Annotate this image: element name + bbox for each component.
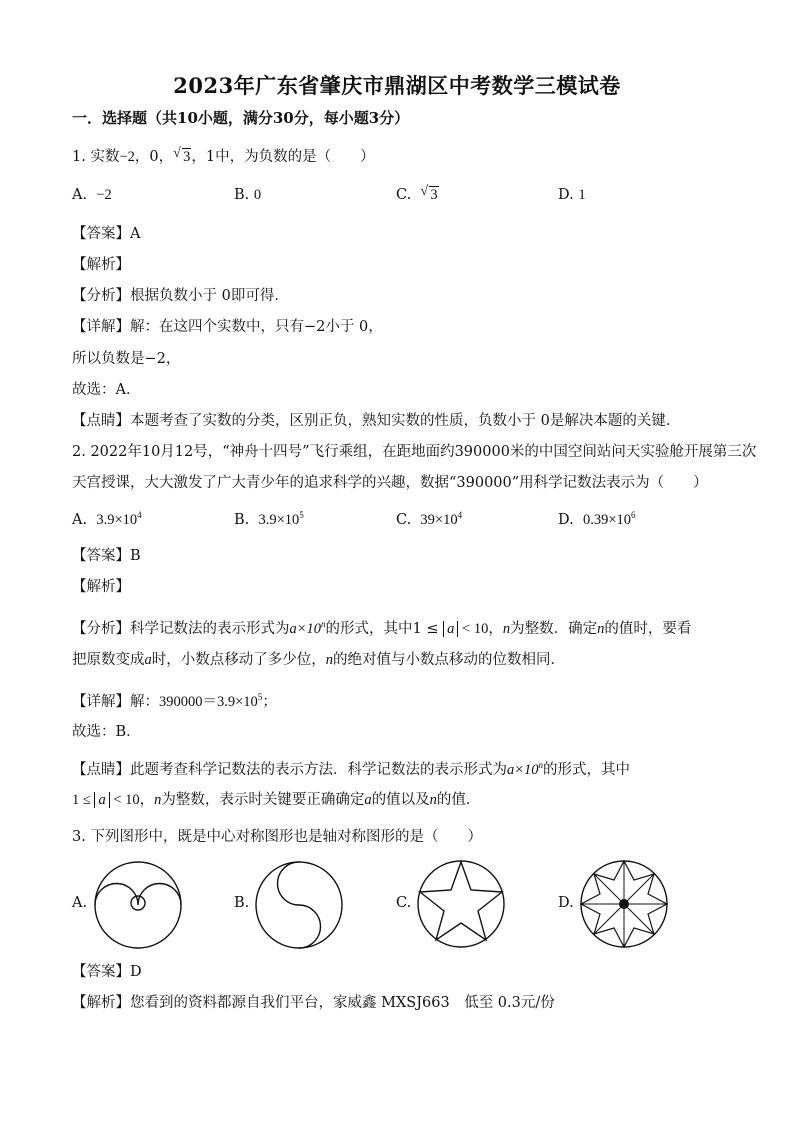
section-heading: 一．选择题（共10小题，满分30分，每小题3分）	[72, 109, 410, 127]
q3-label-c: C.	[396, 895, 412, 911]
q3-label-a: A.	[72, 895, 88, 911]
question-1-stem: 1. 实数−2，0，√ 3，1中，为负数的是（ ）	[72, 147, 375, 167]
q2-option-a: A. $3.9\times 10^4$	[72, 510, 142, 528]
sqrt-symbol: √ 3	[173, 147, 191, 167]
q1-option-c: C. √ 3	[396, 187, 439, 204]
q1-fenxi: 【分析】根据负数小于 0即可得．	[72, 288, 289, 304]
q1-comment: 【点睛】本题考查了实数的分类，区别正负，熟知实数的性质，负数小于 0是解决本题的关键．	[72, 413, 681, 429]
q3-label-b: B.	[234, 895, 250, 911]
q1-option-a: A. −2	[72, 187, 112, 203]
q3-label-d: D.	[558, 895, 574, 911]
q2-option-b: B. $3.9\times 10^5$	[234, 510, 304, 528]
figure-a-circle-with-arcs	[92, 860, 184, 950]
q1-analysis-tag: 【解析】	[72, 257, 130, 273]
q1-detail-1: 【详解】解：在这四个实数中，只有−2小于 0，	[72, 319, 383, 335]
q3-analysis: 【解析】您看到的资料都源自我们平台，家威鑫 MXSJ663 低至 0.3元/份	[72, 995, 555, 1011]
q1-option-b: B. 0	[234, 187, 262, 203]
page-title: 2023年广东省肇庆市鼎湖区中考数学三模试卷	[173, 73, 621, 98]
figure-c-star-in-circle	[416, 859, 506, 949]
figure-b-taiji	[254, 860, 344, 950]
q1-answer: 【答案】A	[72, 226, 141, 242]
q1-option-d: D. 1	[558, 187, 586, 203]
q2-comment-1: 【点睛】此题考查科学记数法的表示方法．科学记数法的表示形式为$a\times 10^n$的形式，其中	[72, 760, 631, 778]
q2-fenxi-2: 把原数变成a时，小数点移动了多少位，n的绝对值与小数点移动的位数相同．	[72, 652, 565, 668]
q3-answer: 【答案】D	[72, 964, 142, 980]
q2-answer: 【答案】B	[72, 548, 141, 564]
q2-analysis-tag: 【解析】	[72, 579, 130, 595]
q2-detail: 【详解】解：$390000=3.9\times 10^5$；	[72, 692, 277, 710]
q2-fenxi-1: 【分析】科学记数法的表示形式为$a\times 10^n$的形式，其中1 ≤ a < 10，n为整数．确定n的值时，要看	[72, 619, 692, 637]
question-2-stem-1: 2. 2022年10月12号，“神舟十四号”飞行乘组，在距地面约390000米的中国空间站问天实验舱开展第三次	[72, 444, 757, 460]
q2-option-d: D. $0.39\times 10^6$	[558, 510, 636, 528]
sqrt-symbol: √ 3	[420, 187, 438, 204]
q2-option-c: C. $39\times 10^4$	[396, 510, 463, 528]
question-2-stem-2: 天宫授课，大大激发了广大青少年的追求科学的兴趣，数据“390000”用科学记数法表示为（ ）	[72, 475, 708, 491]
q2-comment-2: 1 ≤ a < 10，n为整数，表示时关键要正确确定a的值以及n的值．	[72, 792, 481, 808]
q2-choose: 故选：B．	[72, 724, 141, 740]
q1-detail-2: 所以负数是−2，	[72, 351, 181, 367]
q1-choose: 故选：A．	[72, 382, 141, 398]
question-3-stem: 3. 下列图形中，既是中心对称图形也是轴对称图形的是（ ）	[72, 829, 482, 845]
figure-d-eight-point-star	[579, 859, 669, 949]
